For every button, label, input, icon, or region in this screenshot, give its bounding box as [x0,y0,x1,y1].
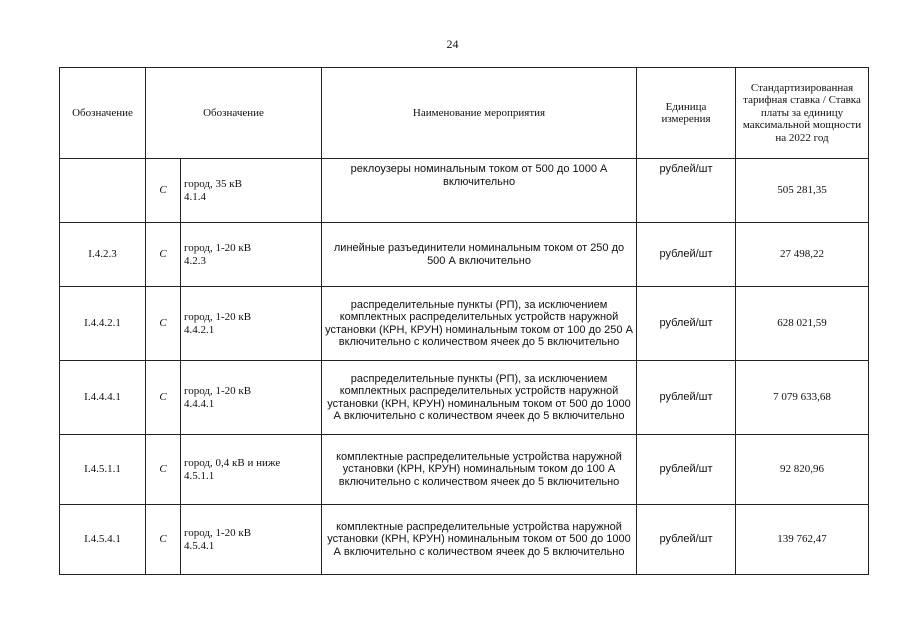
row-subcode [181,159,322,223]
row-unit: рублей/шт [637,287,736,361]
subcode-location: город, 1-20 кВ [184,242,252,254]
subcode-location: город, 0,4 кВ и ниже [184,457,281,469]
subcode-number: 4.4.2.1 [184,323,215,336]
row-event-name: распределительные пункты (РП), за исключением комплектных распределительных устройств наружной установки (КРН, КРУН) номинальным током от 100 до 250 А включительно с количеством ячеек до 5 включительно [322,287,637,361]
row-subcode [181,435,322,505]
row-event-name: линейные разъединители номинальным током от 250 до 500 А включительно [322,223,637,287]
page-number: 24 [446,37,459,51]
category-letter: C [146,505,181,575]
row-rate: 505 281,35 [736,159,869,223]
table-row [60,287,869,361]
row-subcode [181,223,322,287]
table-row [60,361,869,435]
category-letter: C [146,287,181,361]
row-event-name: распределительные пункты (РП), за исключением комплектных распределительных устройств наружной установки (КРН, КРУН) номинальным током от 500 до 1000 А включительно с количеством ячеек до 5 включительно [322,361,637,435]
row-event-name: реклоузеры номинальным током от 500 до 1000 А включительно [322,159,637,223]
category-letter: C [146,435,181,505]
subcode-number: 4.4.4.1 [184,397,215,410]
subcode-number: 4.2.3 [184,254,206,267]
category-letter: C [146,223,181,287]
subcode-number: 4.5.1.1 [184,469,215,482]
row-unit: рублей/шт [637,435,736,505]
header-designation: Обозначение [60,68,146,159]
table-row [60,505,869,575]
header-rate: Стандартизированная тарифная ставка / Ставка платы за единицу максимальной мощности на 2022 год [736,68,869,159]
row-unit: рублей/шт [637,505,736,575]
row-subcode [181,287,322,361]
row-rate: 27 498,22 [736,223,869,287]
row-code: I.4.4.4.1 [60,361,146,435]
row-subcode [181,361,322,435]
row-subcode [181,505,322,575]
tariff-table [59,67,869,575]
row-unit: рублей/шт [637,159,736,223]
row-code: I.4.4.2.1 [60,287,146,361]
subcode-location: город, 1-20 кВ [184,385,252,397]
row-event-name: комплектные распределительные устройства наружной установки (КРН, КРУН) номинальным током до 100 А включительно с количеством ячеек до 5 включительно [322,435,637,505]
table-row [60,159,869,223]
header-event-name: Наименование мероприятия [322,68,637,159]
row-rate: 7 079 633,68 [736,361,869,435]
table-header-row [60,68,869,159]
subcode-number: 4.5.4.1 [184,539,215,552]
row-code: I.4.2.3 [60,223,146,287]
header-designation-secondary: Обозначение [146,68,322,159]
row-event-name: комплектные распределительные устройства наружной установки (КРН, КРУН) номинальным током от 500 до 1000 А включительно с количеством ячеек до 5 включительно [322,505,637,575]
row-code: I.4.5.1.1 [60,435,146,505]
subcode-number: 4.1.4 [184,190,206,203]
row-code [60,159,146,223]
subcode-location: город, 35 кВ [184,178,242,190]
category-letter: C [146,361,181,435]
table-row [60,435,869,505]
subcode-location: город, 1-20 кВ [184,527,252,539]
category-letter: C [146,159,181,223]
header-unit: Единица измерения [637,68,736,159]
row-unit: рублей/шт [637,361,736,435]
row-code: I.4.5.4.1 [60,505,146,575]
row-unit: рублей/шт [637,223,736,287]
subcode-location: город, 1-20 кВ [184,311,252,323]
row-rate: 139 762,47 [736,505,869,575]
row-rate: 92 820,96 [736,435,869,505]
row-rate: 628 021,59 [736,287,869,361]
table-row [60,223,869,287]
